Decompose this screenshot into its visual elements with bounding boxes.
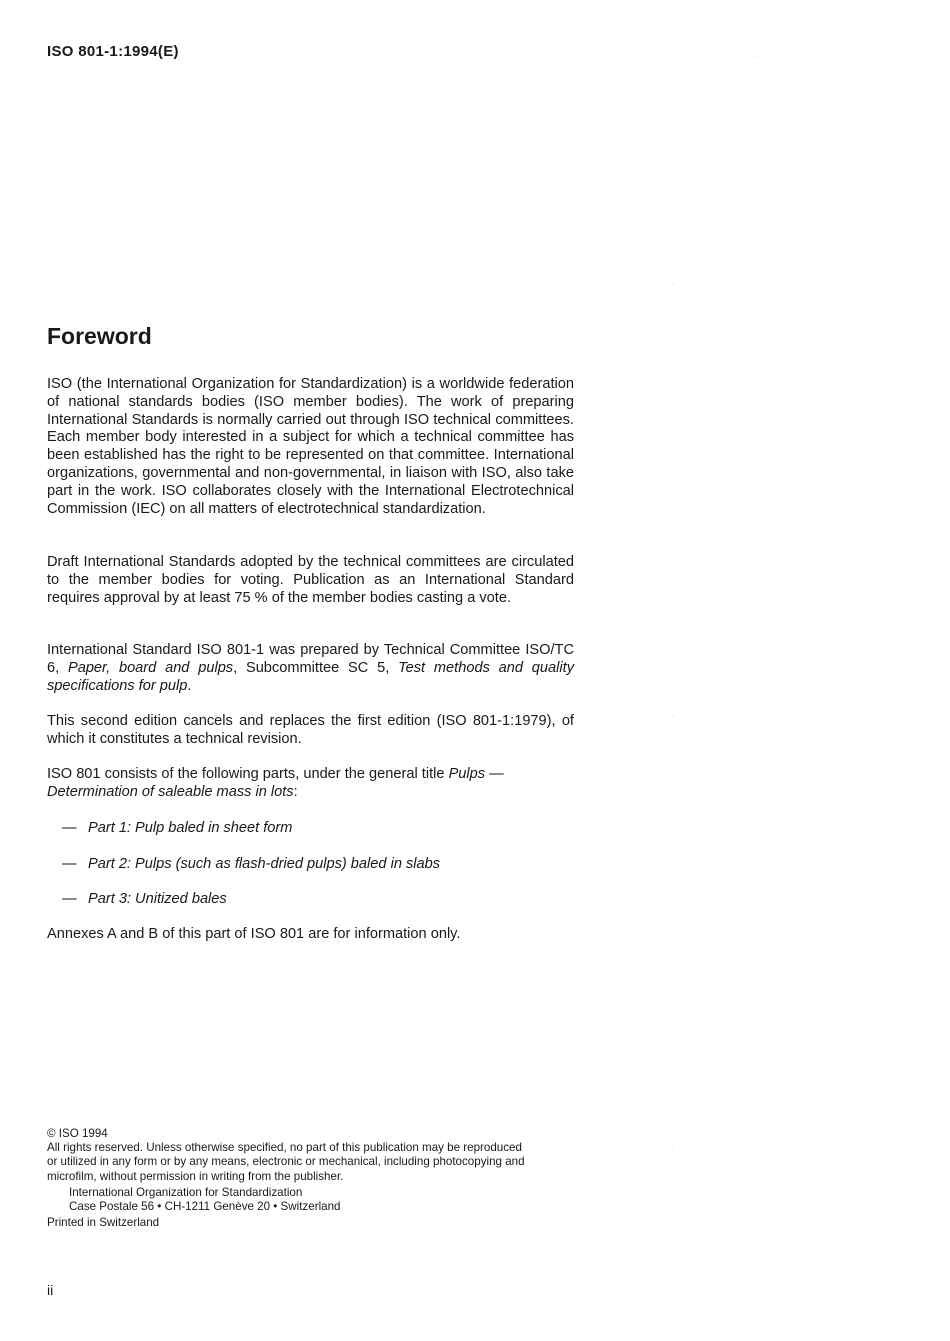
rights-line-3: microfilm, without permission in writing from the publisher.	[47, 1169, 344, 1183]
publisher-name: International Organization for Standardization	[69, 1185, 303, 1199]
paragraph-3-text-a: International Standard ISO 801-1 was prepared by Technical Committee ISO/TC 6,	[47, 642, 574, 676]
page-title: Foreword	[47, 323, 152, 349]
list-item	[62, 890, 227, 908]
foreword-paragraph-3	[47, 642, 574, 695]
foreword-paragraph-5	[47, 766, 574, 802]
foreword-paragraph-2: Draft International Standards adopted by the technical committees are circulated to the member bodies for voting. Publication as an International Standard requires approval by at least 75 % of the member bodies casting a vote.	[47, 554, 574, 606]
general-title: Pulps — Determination of saleable mass in lots	[47, 766, 504, 800]
paragraph-5-text-b: :	[293, 783, 298, 800]
scan-speck	[673, 716, 674, 717]
foreword-paragraph-4: This second edition cancels and replaces the first edition (ISO 801-1:1979), of which it constitutes a technical revision.	[47, 713, 574, 747]
publisher-address: Case Postale 56 • CH-1211 Genève 20 • Switzerland	[69, 1200, 341, 1214]
subcommittee-title: Test methods and quality specifications for pulp	[47, 659, 574, 694]
committee-title: Paper, board and pulps	[67, 659, 234, 676]
list-item	[62, 855, 440, 873]
scan-speck	[754, 56, 755, 57]
page-number: ii	[47, 1282, 54, 1298]
foreword-paragraph-1: ISO (the International Organization for Standardization) is a worldwide federation of national standards bodies (ISO member bodies). The work of preparing International Standards is normally carried out through ISO technical committees. Each member body interested in a subject for which a technical committee has been established has the right to be represented on that committee. International organizations, governmental and non-governmental, in liaison with ISO, also take part in the work. ISO collaborates closely with the International Electrotechnical Commission (IEC) on all matters of electrotechnical standardization.	[47, 376, 574, 517]
document-identifier: ISO 801-1:1994(E)	[47, 43, 179, 60]
list-item-label: Part 2: Pulps (such as flash-dried pulps) baled in slabs	[88, 856, 441, 872]
list-item-label: Part 1: Pulp baled in sheet form	[88, 820, 293, 836]
annex-note: Annexes A and B of this part of ISO 801 are for information only.	[47, 926, 461, 942]
list-dash: —	[62, 820, 77, 836]
printed-in: Printed in Switzerland	[47, 1216, 160, 1230]
paragraph-5-text-a: ISO 801 consists of the following parts, under the general title	[47, 766, 449, 782]
paragraph-3-text-c: .	[187, 677, 192, 694]
paragraph-3-text-b: , Subcommittee SC 5,	[233, 659, 399, 676]
list-dash: —	[62, 891, 77, 907]
list-item-label: Part 3: Unitized bales	[88, 891, 227, 907]
list-item	[62, 819, 292, 837]
scan-speck	[673, 1146, 674, 1147]
copyright-block	[47, 1127, 587, 1230]
rights-line-2: or utilized in any form or by any means, electronic or mechanical, including photocopying and	[47, 1155, 525, 1169]
rights-line-1: All rights reserved. Unless otherwise specified, no part of this publication may be reproduced	[47, 1141, 522, 1155]
scan-speck	[673, 283, 674, 284]
copyright-notice: © ISO 1994	[47, 1127, 108, 1140]
list-dash: —	[62, 856, 77, 872]
